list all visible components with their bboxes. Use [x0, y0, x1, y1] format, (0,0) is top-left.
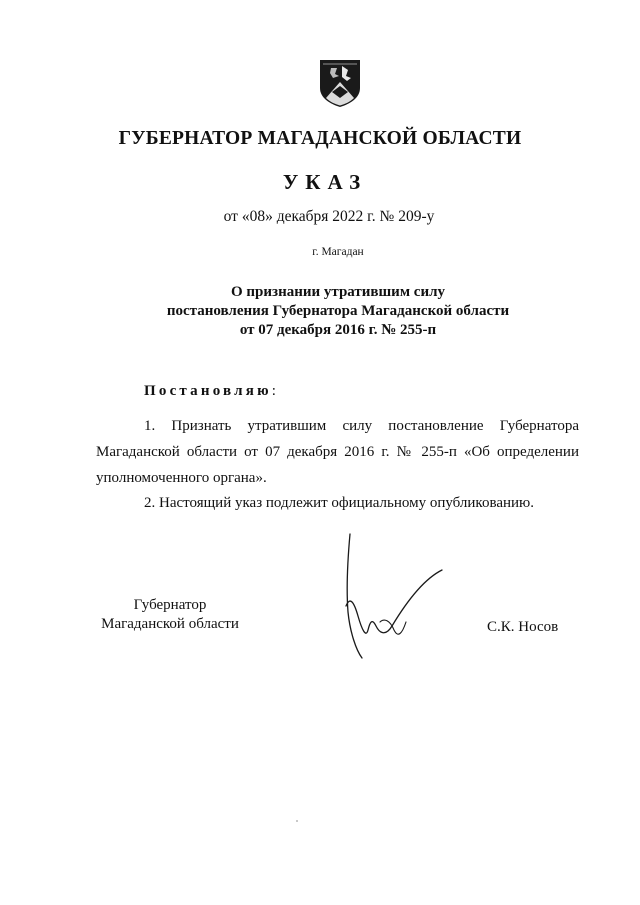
document-subject: [0, 283, 640, 340]
handwritten-signature: [336, 526, 448, 662]
decree-colon: :: [271, 383, 276, 399]
decree-word: Постановляю: [144, 383, 272, 399]
signer-position-line: Губернатор: [133, 597, 207, 613]
decree-heading: [144, 383, 276, 400]
subject-line: постановления Губернатора Магаданской области: [166, 303, 510, 319]
signer-name: С.К. Носов: [487, 619, 559, 635]
paragraph-2: 2. Настоящий указ подлежит официальному опубликованию.: [144, 495, 535, 511]
issuing-authority: ГУБЕРНАТОР МАГАДАНСКОЙ ОБЛАСТИ: [118, 128, 522, 149]
document-date-number: от «08» декабря 2022 г. № 209-у: [223, 208, 435, 225]
coat-of-arms-icon: [318, 58, 362, 108]
document-type: УКАЗ: [282, 170, 368, 194]
subject-line: О признании утратившим силу: [231, 284, 445, 300]
signer-position-line: Магаданской области: [101, 616, 239, 632]
paragraph-1: 1. Признать утратившим силу постановление Губернатора Магаданской области от 07 декабря 2016 г. № 255-п «Об определении уполномоченного органа».: [96, 418, 579, 486]
scan-speck: [296, 820, 298, 822]
subject-line: от 07 декабря 2016 г. № 255-п: [239, 322, 437, 338]
signer-position: [98, 596, 242, 634]
document-city: г. Магадан: [312, 246, 364, 258]
